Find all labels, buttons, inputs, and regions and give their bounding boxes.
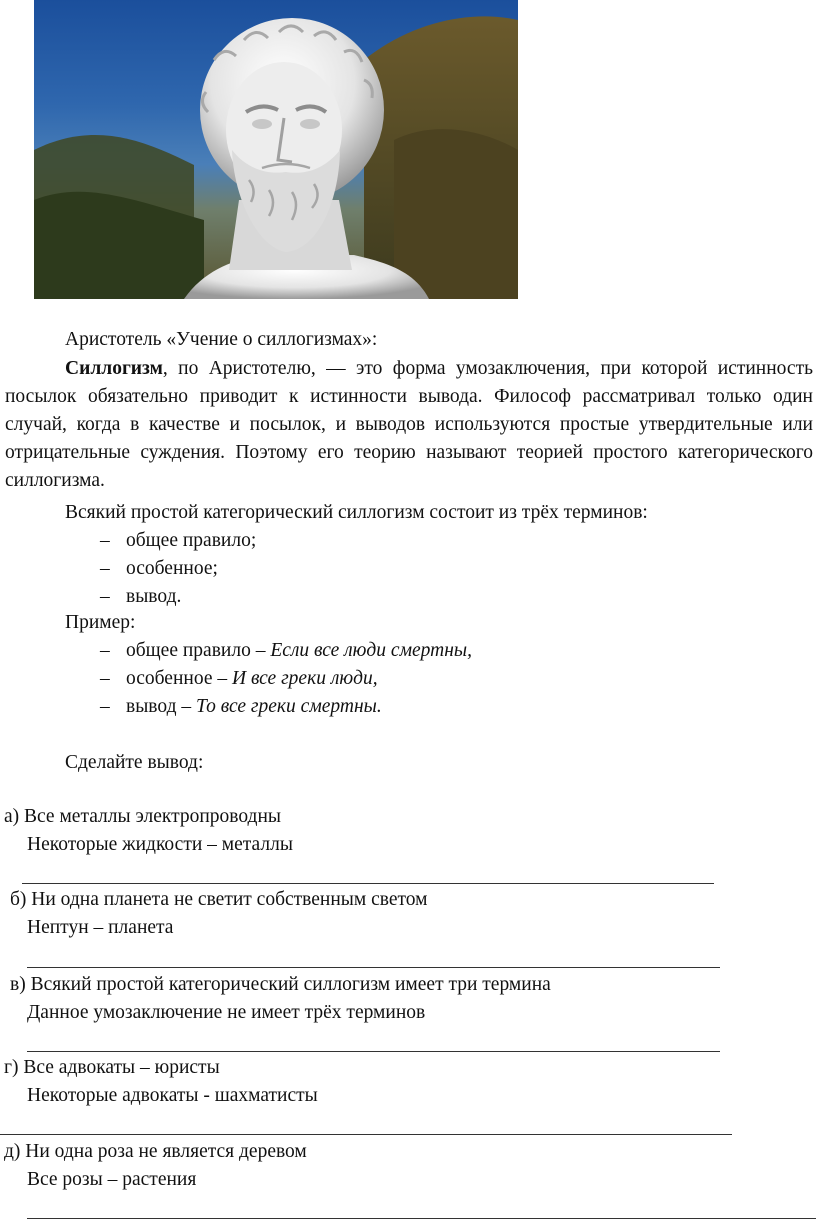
answer-line[interactable]	[22, 883, 714, 884]
definition-paragraph	[5, 355, 813, 495]
exercise-premise: Нептун – планета	[27, 917, 174, 938]
example-item-value: И все греки люди,	[231, 668, 378, 689]
exercise-premise: Некоторые адвокаты - шахматисты	[27, 1085, 318, 1106]
example-item-value: Если все люди смертны,	[270, 640, 472, 661]
exercise-premise: Данное умозаключение не имеет трёх терминов	[27, 1002, 426, 1023]
exercise-premise: Все розы – растения	[27, 1169, 197, 1190]
list-item: вывод.	[126, 586, 182, 607]
list-bullet: –	[100, 586, 110, 607]
example-item-label: особенное –	[126, 668, 232, 689]
list-bullet: –	[100, 640, 110, 661]
exercise-premise: Некоторые жидкости – металлы	[27, 834, 293, 855]
task-heading: Сделайте вывод:	[65, 752, 204, 773]
list-item: особенное;	[126, 558, 218, 579]
list-item: общее правило;	[126, 530, 257, 551]
bust-illustration	[34, 0, 518, 299]
exercise-premise: г) Все адвокаты – юристы	[4, 1057, 220, 1078]
list-bullet: –	[100, 530, 110, 551]
list-bullet: –	[100, 668, 110, 689]
example-label: Пример:	[65, 612, 136, 633]
example-item	[126, 693, 382, 721]
list-bullet: –	[100, 696, 110, 717]
definition-text: , по Аристотелю, — это форма умозаключения, при которой истинность посылок обязательно приводит к истинности вывода. Философ рассматривал только один случай, когда в качестве и посылок, и выводов используются простые утвердительные или отрицательные суждения. Поэтому его теорию называют теорией простого категорического силлогизма.	[5, 358, 813, 491]
example-item-label: общее правило –	[126, 640, 271, 661]
example-item-value: То все греки смертны.	[196, 696, 382, 717]
exercise-premise: б) Ни одна планета не светит собственным светом	[10, 889, 428, 910]
definition-term: Силлогизм	[65, 358, 163, 379]
exercise-premise: в) Всякий простой категорический силлогизм имеет три термина	[10, 974, 551, 995]
exercise-premise: а) Все металлы электропроводны	[4, 806, 282, 827]
page-heading: Аристотель «Учение о силлогизмах»:	[65, 329, 378, 350]
example-item	[126, 637, 472, 665]
terms-intro: Всякий простой категорический силлогизм состоит из трёх терминов:	[65, 502, 648, 523]
example-item-label: вывод –	[126, 696, 196, 717]
answer-line[interactable]	[27, 1218, 816, 1219]
answer-line[interactable]	[27, 1051, 720, 1052]
answer-line[interactable]	[27, 967, 720, 968]
answer-line[interactable]	[0, 1134, 732, 1135]
exercise-premise: д) Ни одна роза не является деревом	[4, 1141, 307, 1162]
example-item	[126, 665, 378, 693]
aristotle-bust-photo	[34, 0, 518, 299]
list-bullet: –	[100, 558, 110, 579]
